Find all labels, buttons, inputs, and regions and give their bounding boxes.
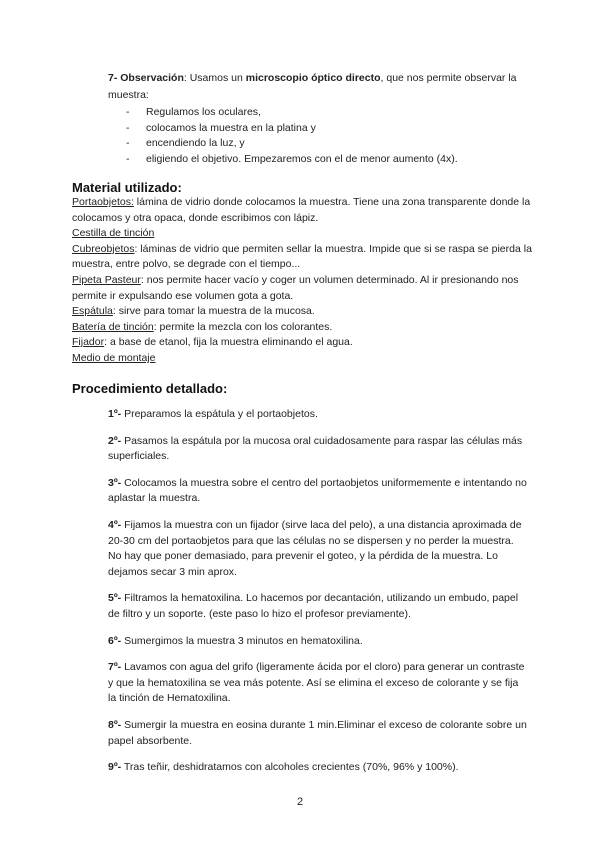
materials-heading: Material utilizado:: [72, 180, 182, 195]
material-term: Cubreobjetos: [72, 242, 135, 255]
procedure-step: [108, 760, 528, 776]
step-text: Preparamos la espátula y el portaobjetos.: [121, 408, 318, 420]
step-number: 7º-: [108, 661, 122, 674]
observation-list-item: - colocamos la muestra en la platina y: [126, 121, 548, 137]
observation-bold-term: microscopio óptico directo: [245, 72, 381, 84]
materials-list: [72, 195, 542, 367]
page-number: 2: [296, 796, 304, 808]
material-term: Pipeta Pasteur: [72, 273, 141, 286]
material-term: Medio de montaje: [72, 351, 156, 364]
observation-section: [108, 70, 548, 167]
step-number: 3º-: [108, 476, 122, 489]
step-number: 4º-: [108, 518, 122, 531]
procedure-step: [108, 407, 528, 423]
procedure-step: [108, 476, 528, 507]
step-number: 8º-: [108, 718, 122, 731]
material-description: : a base de etanol, fija la muestra eliminando el agua.: [104, 336, 353, 349]
step-text: Fijamos la muestra con un fijador (sirve laca del pelo), a una distancia aproximada de 20-30 cm del portaobjetos para que las células no se dispersen y no perder la muestra. No hay que poner demasiado, para prevenir el goteo, y la pérdida de la muestra. Lo dejamos secar 3 min aprox.: [108, 518, 522, 578]
procedure-step: [108, 718, 528, 749]
material-description: : nos permite hacer vacío y coger un volumen determinado. Al ir presionando nos permite ir expulsando ese volumen gota a gota.: [72, 273, 519, 302]
step-text: Sumergimos la muestra 3 minutos en hematoxilina.: [121, 634, 363, 647]
material-term: Portaobjetos:: [72, 196, 134, 208]
observation-list-item: - Regulamos los oculares,: [126, 105, 548, 121]
material-description: : sirve para tomar la muestra de la mucosa.: [112, 305, 315, 318]
observation-text-2: , que nos permite observar la muestra:: [108, 72, 517, 101]
step-text: Lavamos con agua del grifo (ligeramente ácida por el cloro) para generar un contraste y que la hematoxilina se vea más potente. Así se elimina el exceso de colorante y se fija la tinción de Hematoxilina.: [108, 661, 525, 705]
observation-list: [126, 105, 548, 167]
procedure-step: [108, 434, 528, 465]
procedure-heading: Procedimiento detallado:: [72, 381, 228, 396]
procedure-step: [108, 591, 528, 622]
step-text: Pasamos la espátula por la mucosa oral cuidadosamente para raspar las células más superficiales.: [108, 434, 523, 463]
material-item: [72, 242, 542, 273]
step-text: Sumergir la muestra en eosina durante 1 min.Eliminar el exceso de colorante sobre un papel absorbente.: [108, 718, 527, 747]
step-number: 5º-: [108, 592, 122, 605]
step-number: 6º-: [108, 634, 122, 647]
observation-list-item: - eligiendo el objetivo. Empezaremos con el de menor aumento (4x).: [126, 152, 548, 168]
material-item: [72, 226, 542, 242]
material-item: [72, 351, 542, 367]
procedure-step: [108, 634, 528, 650]
material-term: Cestilla de tinción: [72, 227, 155, 240]
material-term: Batería de tinción: [72, 320, 154, 333]
material-term: Espátula: [72, 305, 113, 318]
material-item: [72, 304, 542, 320]
procedure-step: [108, 518, 528, 580]
step-text: Tras teñir, deshidratamos con alcoholes crecientes (70%, 96% y 100%).: [121, 761, 459, 774]
material-item: [72, 273, 542, 304]
material-item: [72, 335, 542, 351]
step-number: 2º-: [108, 434, 122, 447]
observation-paragraph: [108, 70, 548, 104]
observation-list-item: - encendiendo la luz, y: [126, 136, 548, 152]
step-number: 1º-: [108, 408, 122, 420]
observation-step-number: 7- Observación: [108, 72, 184, 84]
material-item: [72, 195, 542, 226]
material-term: Fijador: [72, 336, 105, 349]
material-description: : láminas de vidrio que permiten sellar la muestra. Impide que si se raspa se pierda la muestra, entre polvo, se degrade con el tiempo...: [72, 242, 532, 271]
procedure-steps: [108, 407, 528, 787]
step-text: Colocamos la muestra sobre el centro del portaobjetos uniformemente e intentando no aplastar la muestra.: [108, 476, 527, 505]
step-number: 9º-: [108, 761, 122, 774]
material-description: lámina de vidrio donde colocamos la muestra. Tiene una zona transparente donde la colocamos y otra opaca, donde escribimos con lápiz.: [72, 196, 531, 224]
observation-text-1: : Usamos un: [183, 72, 246, 84]
procedure-step: [108, 660, 528, 707]
material-item: [72, 320, 542, 336]
step-text: Filtramos la hematoxilina. Lo hacemos por decantación, utilizando un embudo, papel de filtro y un soporte. (este paso lo hizo el profesor previamente).: [108, 592, 519, 620]
material-description: : permite la mezcla con los colorantes.: [153, 320, 333, 333]
